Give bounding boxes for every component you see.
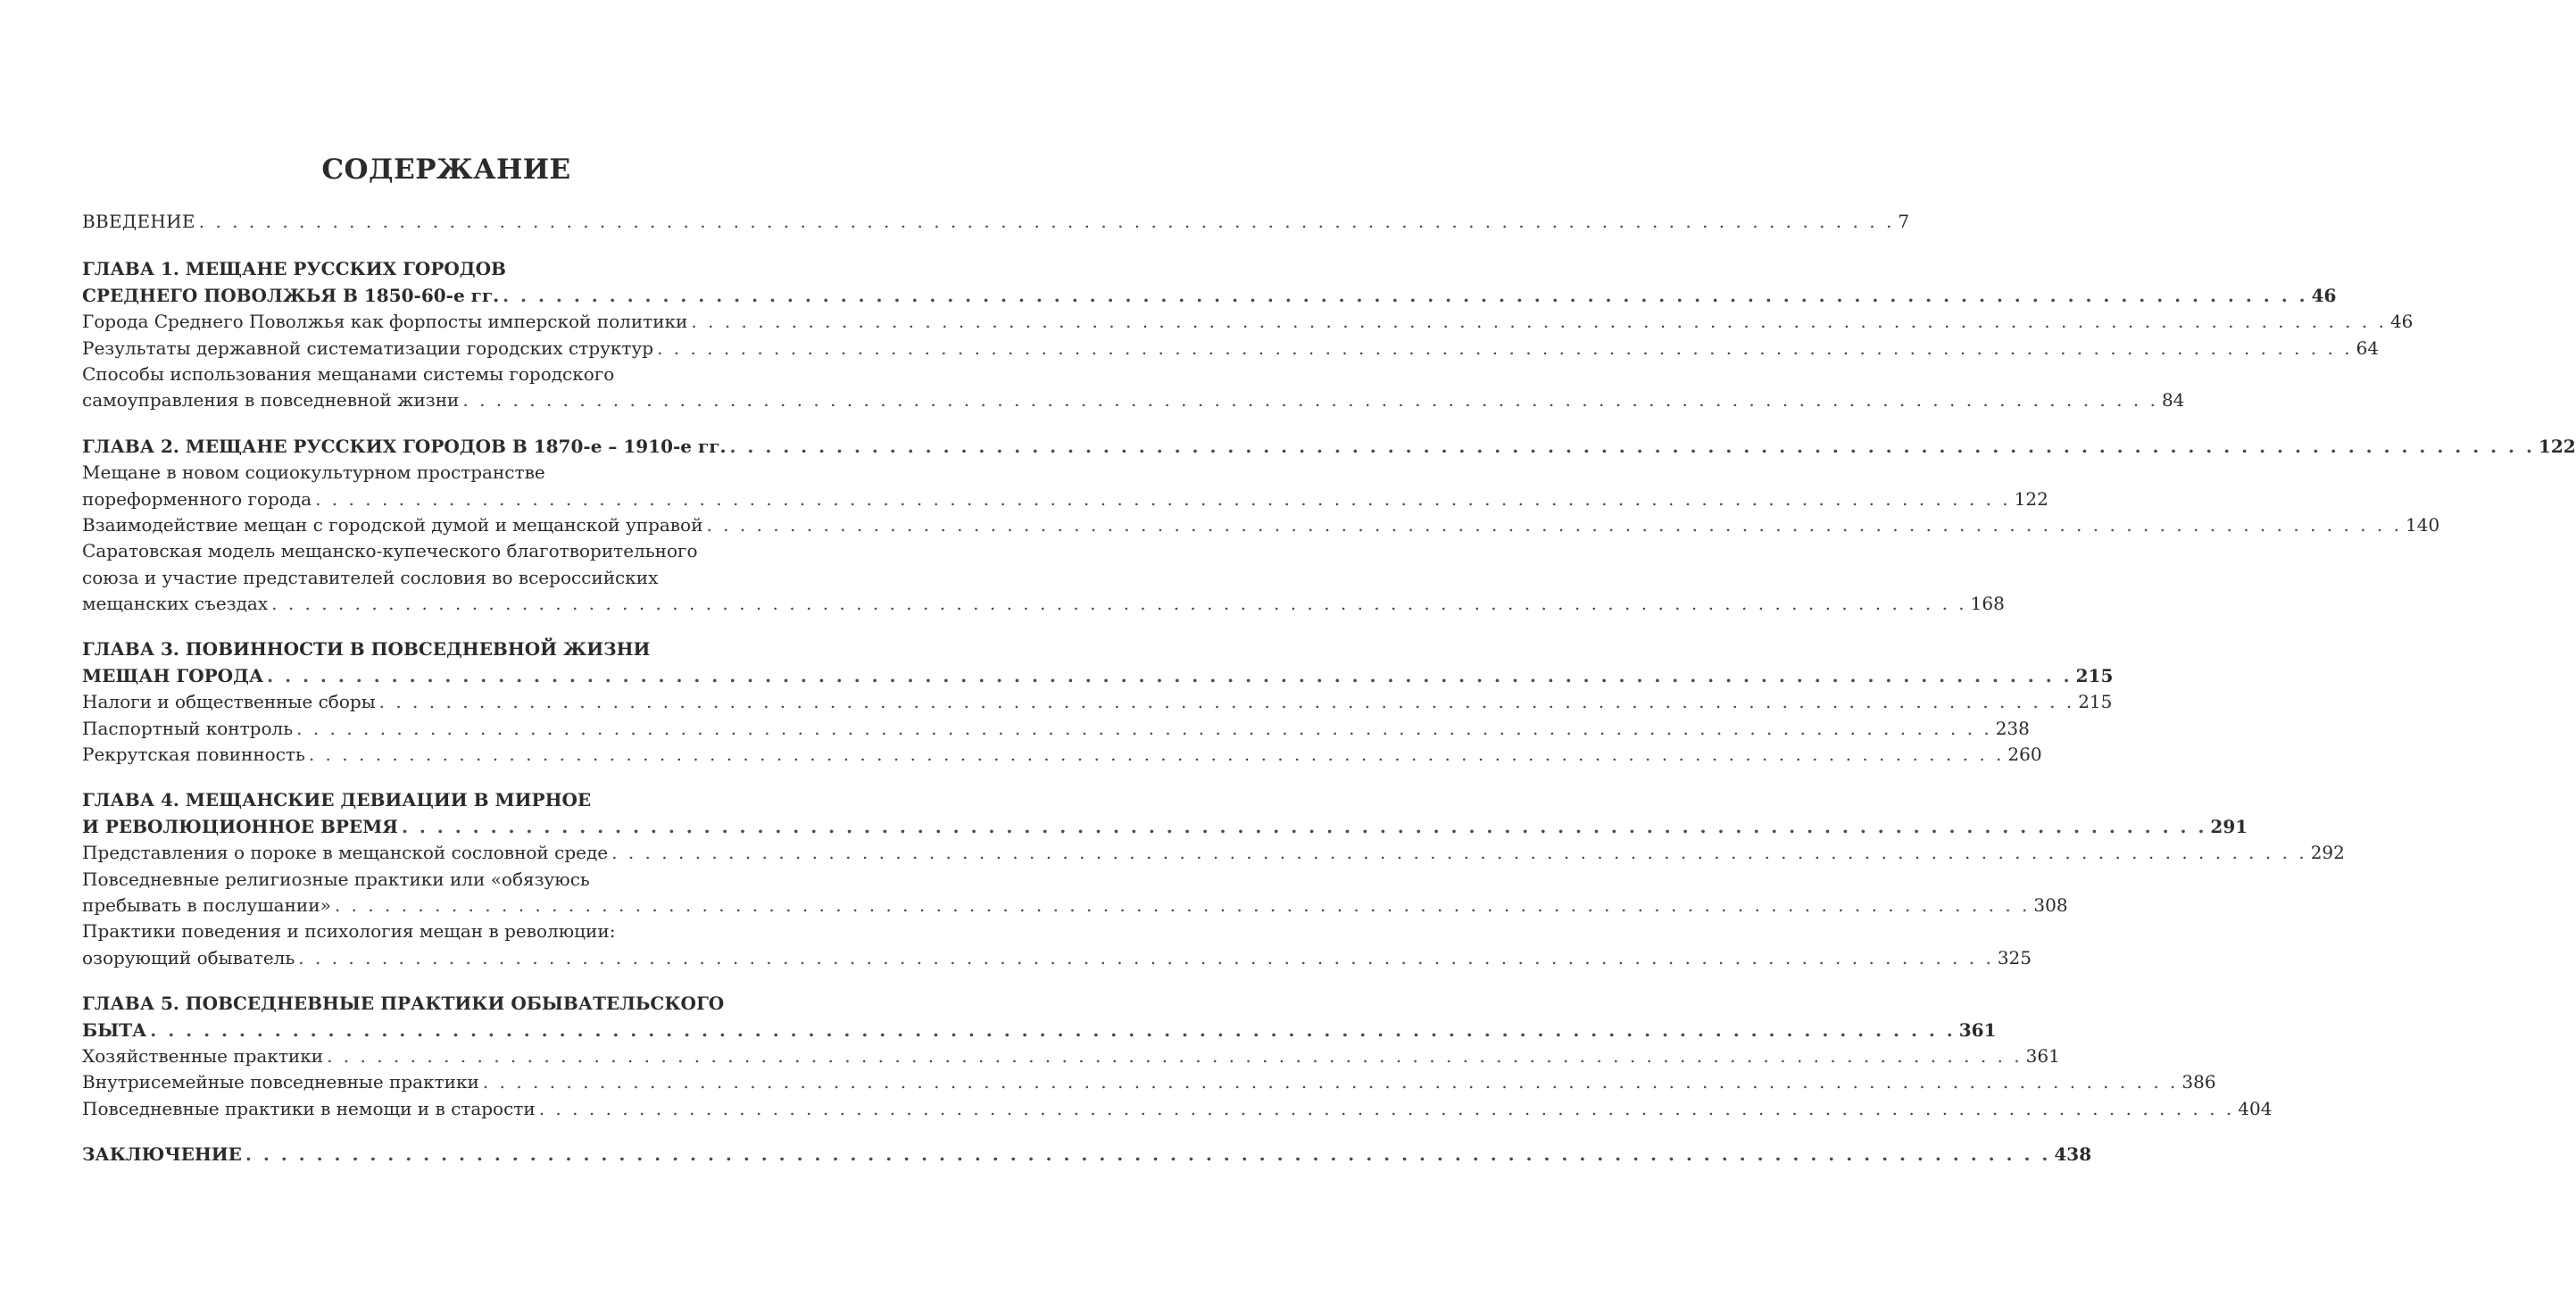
section-title: Рекрутская повинность xyxy=(82,744,305,766)
chapter-heading-line: БЫТА xyxy=(82,1018,147,1041)
chapter-heading-line: МЕЩАН ГОРОДА xyxy=(82,664,264,686)
page-number: 215 xyxy=(2075,664,2114,686)
section-entry[interactable] xyxy=(82,1043,2060,1069)
section-entry[interactable] xyxy=(82,840,2345,866)
section-entry[interactable] xyxy=(82,689,2113,715)
chapter-5 xyxy=(82,991,2273,1122)
leader-dots xyxy=(335,893,2031,918)
section-title: Саратовская модель мещанско-купеческого благотворительного xyxy=(82,540,698,562)
chapter-heading-end[interactable] xyxy=(82,814,2248,840)
section-title: Повседневные религиозные практики или «обязуюсь xyxy=(82,868,590,890)
page-number: 64 xyxy=(2356,337,2380,359)
section-title: Внутрисемейные повседневные практики xyxy=(82,1071,479,1093)
leader-dots xyxy=(402,814,2206,840)
section-entry-end[interactable] xyxy=(82,591,2005,617)
toc-label: ЗАКЛЮЧЕНИЕ xyxy=(82,1143,242,1166)
leader-dots xyxy=(729,434,2534,460)
section-title: Результаты державной систематизации городских структур xyxy=(82,337,654,359)
section-title: союза и участие представителей сословия во всероссийских xyxy=(82,566,659,588)
chapter-3 xyxy=(82,636,2114,768)
leader-dots xyxy=(462,387,2158,413)
section-entry[interactable] xyxy=(82,1069,2216,1095)
chapter-heading-line: И РЕВОЛЮЦИОННОЕ ВРЕМЯ xyxy=(82,815,398,837)
chapter-heading[interactable] xyxy=(82,787,792,813)
leader-dots xyxy=(706,512,2402,538)
page-number: 46 xyxy=(2389,311,2414,333)
page-number: 361 xyxy=(1958,1018,1997,1041)
section-entry[interactable] xyxy=(82,742,2042,768)
page-number: 168 xyxy=(1970,593,2005,615)
section-entry[interactable] xyxy=(82,918,792,944)
leader-dots xyxy=(271,591,1967,617)
section-entry-end[interactable] xyxy=(82,945,2032,971)
leader-dots xyxy=(611,840,2307,866)
toc-entry-intro[interactable] xyxy=(82,209,1910,235)
leader-dots xyxy=(298,945,1994,971)
section-entry[interactable] xyxy=(82,565,792,591)
chapter-heading-end[interactable] xyxy=(82,283,2337,309)
section-entry[interactable] xyxy=(82,336,2380,362)
page-number: 215 xyxy=(2078,691,2113,713)
page-number: 7 xyxy=(1898,211,1910,232)
page-number: 361 xyxy=(2025,1044,2060,1067)
section-title: Мещане в новом социокультурном пространстве xyxy=(82,461,545,484)
leader-dots xyxy=(503,283,2307,309)
leader-dots xyxy=(691,309,2387,335)
page-number: 84 xyxy=(2161,389,2185,411)
section-title: Способы использования мещанами системы городского xyxy=(82,362,615,385)
leader-dots xyxy=(267,663,2072,689)
chapter-heading-line: ГЛАВА 2. МЕЩАНЕ РУССКИХ ГОРОДОВ В 1870-е – 1910-е гг. xyxy=(82,435,727,457)
page-number: 122 xyxy=(2538,435,2576,457)
page-number: 238 xyxy=(1995,717,2030,739)
chapter-heading[interactable] xyxy=(82,256,792,282)
chapter-heading-line: ГЛАВА 4. МЕЩАНСКИЕ ДЕВИАЦИИ В МИРНОЕ xyxy=(82,789,592,811)
leader-dots xyxy=(379,689,2075,715)
chapter-1 xyxy=(82,256,2414,413)
leader-dots xyxy=(483,1069,2179,1095)
section-title: пребывать в послушании» xyxy=(82,894,331,916)
section-entry[interactable] xyxy=(82,716,2030,742)
page-number: 438 xyxy=(2054,1143,2092,1166)
section-entry[interactable] xyxy=(82,512,2440,538)
page-number: 308 xyxy=(2033,894,2068,916)
section-title: Представления о пороке в мещанской сословной среде xyxy=(82,842,609,864)
chapter-heading-line: СРЕДНЕГО ПОВОЛЖЬЯ В 1850-60-е гг. xyxy=(82,284,500,306)
leader-dots xyxy=(199,209,1895,235)
chapter-heading[interactable] xyxy=(82,636,792,662)
page-number: 260 xyxy=(2007,744,2042,766)
section-title: Города Среднего Поволжья как форпосты имперской политики xyxy=(82,311,688,333)
section-entry[interactable] xyxy=(82,309,2414,335)
leader-dots xyxy=(150,1018,1955,1043)
section-title: озорующий обыватель xyxy=(82,946,295,968)
chapter-2 xyxy=(82,434,2576,618)
chapter-heading[interactable] xyxy=(82,434,2576,460)
chapter-heading-line: ГЛАВА 1. МЕЩАНЕ РУССКИХ ГОРОДОВ xyxy=(82,258,506,280)
page-number: 404 xyxy=(2238,1097,2273,1119)
page-number: 46 xyxy=(2311,284,2337,306)
section-entry[interactable] xyxy=(82,362,792,387)
leader-dots xyxy=(539,1096,2235,1122)
conclusion xyxy=(82,1142,2092,1168)
section-title: Налоги и общественные сборы xyxy=(82,691,376,713)
section-entry[interactable] xyxy=(82,460,792,486)
page-number: 292 xyxy=(2310,842,2345,864)
page-number: 386 xyxy=(2181,1071,2216,1093)
section-entry[interactable] xyxy=(82,1096,2273,1122)
section-title: самоуправления в повседневной жизни xyxy=(82,389,460,411)
section-entry[interactable] xyxy=(82,538,792,564)
section-title: Хозяйственные практики xyxy=(82,1044,324,1067)
section-title: Паспортный контроль xyxy=(82,717,294,739)
toc-entry-conclusion[interactable] xyxy=(82,1142,2092,1168)
section-title: пореформенного города xyxy=(82,487,312,510)
section-title: Взаимодействие мещан с городской думой и мещанской управой xyxy=(82,513,703,536)
chapter-heading[interactable] xyxy=(82,991,792,1017)
leader-dots xyxy=(315,486,2011,512)
page-number: 140 xyxy=(2406,513,2440,536)
chapter-heading-end[interactable] xyxy=(82,663,2114,689)
toc-label: ВВЕДЕНИЕ xyxy=(82,211,195,232)
section-entry[interactable] xyxy=(82,867,792,893)
page-number: 325 xyxy=(1997,946,2032,968)
page-number: 122 xyxy=(2014,487,2048,510)
leader-dots xyxy=(296,716,1992,742)
chapter-heading-line: ГЛАВА 3. ПОВИННОСТИ В ПОВСЕДНЕВНОЙ ЖИЗНИ xyxy=(82,638,651,661)
leader-dots xyxy=(245,1142,2050,1168)
section-entry-end[interactable] xyxy=(82,387,2185,413)
section-title: Повседневные практики в немощи и в старости xyxy=(82,1097,536,1119)
table-of-contents xyxy=(82,209,2576,1168)
chapter-4 xyxy=(82,787,2345,971)
page-number: 291 xyxy=(2210,815,2248,837)
chapter-heading-end[interactable] xyxy=(82,1018,1997,1043)
section-entry-end[interactable] xyxy=(82,893,2068,918)
section-title: Практики поведения и психология мещан в революции: xyxy=(82,920,616,943)
page-title: СОДЕРЖАНИЕ xyxy=(321,154,571,186)
leader-dots xyxy=(309,742,2005,768)
chapter-heading-line: ГЛАВА 5. ПОВСЕДНЕВНЫЕ ПРАКТИКИ ОБЫВАТЕЛЬСКОГО xyxy=(82,993,725,1015)
leader-dots xyxy=(327,1043,2023,1069)
section-entry-end[interactable] xyxy=(82,486,2048,512)
leader-dots xyxy=(657,336,2353,362)
section-title: мещанских съездах xyxy=(82,593,269,615)
